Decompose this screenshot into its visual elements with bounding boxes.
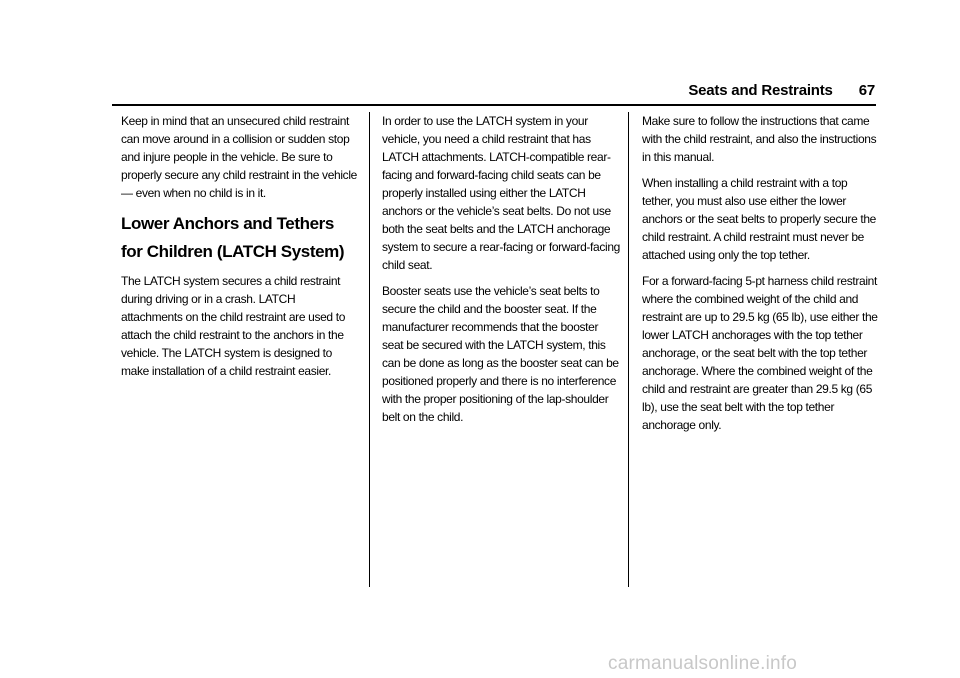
text-column-right <box>642 112 880 442</box>
section-title: Seats and Restraints <box>688 82 833 99</box>
paragraph: Make sure to follow the instructions that came with the child restraint, and also the instructions in this manual. <box>642 114 877 164</box>
watermark: carmanualsonline.info <box>608 653 798 674</box>
text-column-middle <box>382 112 620 434</box>
column-divider <box>628 112 629 587</box>
paragraph: The LATCH system secures a child restraint during driving or in a crash. LATCH attachments on the child restraint are used to attach the child restraint to the anchors in the vehicle. The LATCH system is designed to make installation of a child restraint easier. <box>121 274 346 378</box>
paragraph: When installing a child restraint with a top tether, you must also use either the lower anchors or the seat belts to properly secure the child restraint. A child restraint must never be attached using only the top tether. <box>642 176 877 262</box>
paragraph: Keep in mind that an unsecured child restraint can move around in a collision or sudden stop and injure people in the vehicle. Be sure to properly secure any child restraint in the vehicle — even when no child is in it. <box>121 114 357 200</box>
header-rule <box>112 104 876 106</box>
paragraph: In order to use the LATCH system in your vehicle, you need a child restraint that has LATCH attachments. LATCH-compatible rear-facing and forward-facing child seats can be properly installed using either the LATCH anchors or the vehicle’s seat belts. Do not use both the seat belts and the LATCH anchorage system to secure a rear-facing or forward-facing child seat. <box>382 114 620 272</box>
section-heading: Lower Anchors and Tethers for Children (LATCH System) <box>121 214 345 261</box>
paragraph: Booster seats use the vehicle’s seat belts to secure the child and the booster seat. If the manufacturer recommends that the booster seat be secured with the LATCH system, this can be done as long as the booster seat can be positioned properly and there is no interference with the proper positioning of the lap-shoulder belt on the child. <box>382 284 619 424</box>
paragraph: For a forward-facing 5-pt harness child restraint where the combined weight of the child and restraint are up to 29.5 kg (65 lb), use either the lower LATCH anchorages with the top tether anchorage, or the seat belt with the top tether anchorage. Where the combined weight of the child and restraint are greater than 29.5 kg (65 lb), use the seat belt with the top tether anchorage only. <box>642 274 878 432</box>
running-header <box>688 83 875 98</box>
column-divider <box>369 112 370 587</box>
text-column-left <box>121 112 359 388</box>
page-number: 67 <box>858 82 875 99</box>
